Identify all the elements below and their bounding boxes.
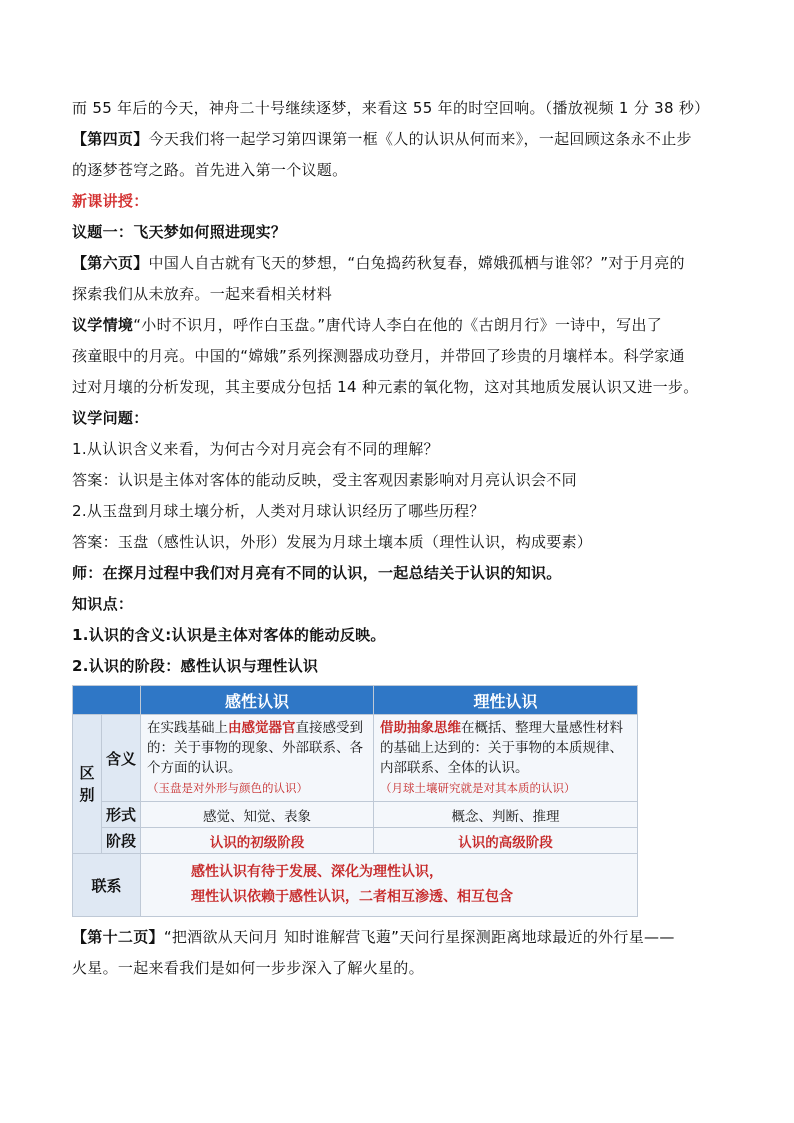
page6-text-1: 中国人自古就有飞天的梦想，“白兔捣药秋复春，嫦娥孤栖与谁邻？”对于月亮的 — [148, 254, 685, 272]
paragraph-page4-line1 — [72, 127, 724, 152]
scenario-line1 — [72, 313, 724, 338]
table-corner — [73, 686, 141, 715]
questions-heading: 议学问题： — [72, 409, 149, 427]
knowledge-table — [72, 685, 638, 917]
page-tag-12: 【第十二页】 — [72, 928, 164, 946]
meaning-perceptual — [141, 715, 374, 802]
meaning-rational — [374, 715, 638, 802]
knowledge-point-2: 2.认识的阶段：感性认识与理性认识 — [72, 657, 319, 675]
paragraph-page4-line2: 的逐梦苍穹之路。首先进入第一个议题。 — [72, 161, 348, 179]
paragraph-page6-line1 — [72, 251, 724, 276]
answer-2: 答案：玉盘（感性认识，外形）发展为月球土壤本质（理性认识，构成要素） — [72, 533, 593, 551]
form-perceptual: 感觉、知觉、表象 — [141, 802, 374, 828]
meaning-rational-note: （月球土壤研究就是对其本质的认识） — [380, 781, 576, 795]
label-difference — [73, 715, 102, 854]
label-form: 形式 — [102, 802, 141, 828]
label-stage: 阶段 — [102, 828, 141, 854]
page-tag-6: 【第六页】 — [72, 254, 149, 272]
form-rational: 概念、判断、推理 — [374, 802, 638, 828]
label-meaning: 含义 — [102, 715, 141, 802]
stage-rational: 认识的高级阶段 — [374, 828, 638, 854]
scenario-text-1: “小时不识月，呼作白玉盘。”唐代诗人李白在他的《古朗月行》一诗中，写出了 — [133, 316, 663, 334]
page4-text-1: 今天我们将一起学习第四课第一框《人的认识从何而来》，一起回顾这条永不止步 — [148, 130, 692, 148]
label-difference-text: 区别 — [79, 764, 95, 804]
connection-text — [141, 854, 638, 917]
label-connection: 联系 — [73, 854, 141, 917]
scenario-line2: 孩童眼中的月亮。中国的“嫦娥”系列探测器成功登月，并带回了珍贵的月壤样本。科学家通 — [72, 347, 685, 365]
page12-text-1: “把酒欲从天问月 知时谁解营飞蕸”天问行星探测距离地球最近的外行星—— — [163, 928, 675, 946]
meaning-perceptual-highlight: 由感觉器官 — [228, 720, 296, 736]
header-perceptual: 感性认识 — [141, 686, 374, 715]
paragraph-page12-line1 — [72, 925, 724, 950]
stage-perceptual: 认识的初级阶段 — [141, 828, 374, 854]
meaning-rational-highlight: 借助抽象思维 — [380, 720, 461, 736]
paragraph-page12-line2: 火星。一起来看我们是如何一步步深入了解火星的。 — [72, 959, 424, 977]
knowledge-heading: 知识点： — [72, 595, 134, 613]
meaning-rational-b: 在概括、整理大量感性材料的基础上达到的：关于事物的本质规律、内部联系、全体的认识。 — [380, 720, 623, 776]
scenario-tag: 议学情境 — [72, 316, 134, 334]
document-body — [72, 96, 724, 987]
knowledge-point-1: 1.认识的含义:认识是主体对客体的能动反映。 — [72, 626, 386, 644]
connection-line2: 理性认识依赖于感性认识，二者相互渗透、相互包含 — [191, 889, 513, 905]
topic-one: 议题一：飞天梦如何照进现实？ — [72, 223, 287, 241]
scenario-line3: 过对月壤的分析发现，其主要成分包括 14 种元素的氧化物，这对其地质发展认识又进一步。 — [72, 378, 699, 396]
teacher-line: 师：在探月过程中我们对月亮有不同的认识，一起总结关于认识的知识。 — [72, 564, 562, 582]
meaning-perceptual-a: 在实践基础上 — [147, 720, 228, 736]
meaning-perceptual-b: 直接感受到的：关于事物的现象、外部联系、各个方面的认识。 — [147, 720, 363, 776]
paragraph-video: 而 55 年后的今天，神舟二十号继续逐梦，来看这 55 年的时空回响。（播放视频 1 分 38 秒） — [72, 99, 710, 117]
question-2: 2.从玉盘到月球土壤分析，人类对月球认识经历了哪些历程？ — [72, 502, 485, 520]
meaning-perceptual-note: （玉盘是对外形与颜色的认识） — [147, 781, 308, 795]
question-1: 1.从认识含义来看，为何古今对月亮会有不同的理解？ — [72, 440, 439, 458]
heading-new-lesson: 新课讲授： — [72, 192, 149, 210]
answer-1: 答案：认识是主体对客体的能动反映，受主客观因素影响对月亮认识会不同 — [72, 471, 577, 489]
connection-line1: 感性认识有待于发展、深化为理性认识， — [191, 864, 443, 880]
paragraph-page6-line2: 探索我们从未放弃。一起来看相关材料 — [72, 285, 333, 303]
header-rational: 理性认识 — [374, 686, 638, 715]
page-tag-4: 【第四页】 — [72, 130, 149, 148]
